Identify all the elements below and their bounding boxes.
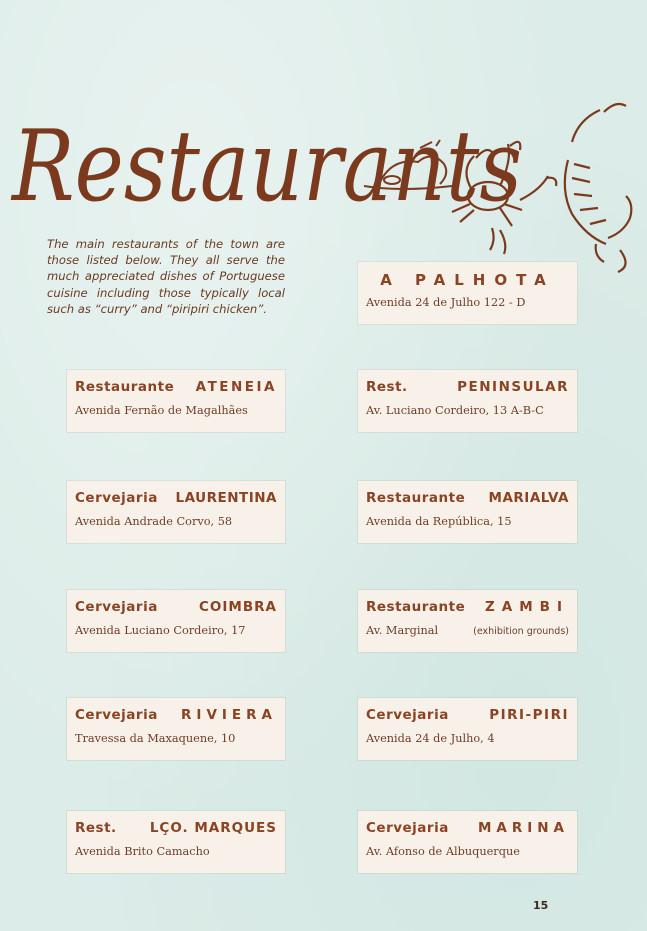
- restaurant-address: Avenida 24 de Julho, 4: [366, 732, 495, 745]
- restaurant-type: Cervejaria: [75, 599, 158, 615]
- restaurant-address: Avenida Andrade Corvo, 58: [75, 515, 233, 528]
- restaurant-type: Rest.: [366, 379, 408, 395]
- restaurant-card: [67, 811, 285, 873]
- restaurant-card: [67, 370, 285, 432]
- intro-line: such as “curry” and “piripiri chicken”.: [47, 301, 267, 316]
- restaurant-address: Av. Marginal: [366, 624, 439, 637]
- restaurant-card: [358, 481, 577, 543]
- restaurant-address: Avenida 24 de Julho 122 - D: [366, 296, 526, 309]
- restaurant-address: Avenida Fernão de Magalhães: [75, 404, 248, 417]
- restaurant-type: Restaurante: [75, 379, 175, 395]
- restaurant-name: PIRI-PIRI: [489, 707, 569, 723]
- restaurant-type: Restaurante: [366, 599, 466, 615]
- restaurant-name: MARIALVA: [488, 490, 569, 506]
- restaurant-name: LÇO. MARQUES: [149, 820, 277, 836]
- restaurant-type: Cervejaria: [75, 490, 158, 506]
- restaurant-address: Travessa da Maxaquene, 10: [75, 732, 236, 745]
- restaurant-card: [358, 698, 577, 760]
- restaurant-card-featured: [358, 262, 577, 324]
- intro-line: The main restaurants of the town are: [47, 237, 285, 251]
- restaurant-type: Cervejaria: [75, 707, 158, 723]
- shrimp-illustration: [565, 104, 632, 272]
- restaurant-address: Av. Afonso de Albuquerque: [366, 845, 520, 858]
- restaurant-card: [358, 811, 577, 873]
- restaurant-type: Cervejaria: [366, 707, 449, 723]
- restaurant-name: ZAMBI: [485, 599, 569, 615]
- intro-line: those listed below. They all serve the: [47, 253, 285, 268]
- restaurant-type: Rest.: [75, 820, 117, 836]
- restaurant-address: Avenida Brito Camacho: [75, 845, 210, 858]
- restaurant-name: MARINA: [477, 820, 569, 836]
- restaurant-type: Restaurante: [366, 490, 466, 506]
- restaurant-name: RIVIERA: [181, 707, 277, 723]
- restaurant-name: ATENEIA: [195, 379, 277, 395]
- restaurant-card: [67, 698, 285, 760]
- restaurant-name: COIMBRA: [199, 599, 277, 615]
- restaurant-name: A PALHOTA: [380, 271, 555, 289]
- page-title: Restaurants: [10, 110, 523, 224]
- restaurant-name: PENINSULAR: [457, 379, 569, 395]
- restaurant-name: LAURENTINA: [175, 490, 277, 506]
- restaurant-address-note: (exhibition grounds): [473, 626, 569, 637]
- restaurant-card: [358, 590, 577, 652]
- intro-line: cuisine including those typically local: [47, 285, 285, 300]
- intro-line: much appreciated dishes of Portuguese: [47, 269, 285, 284]
- restaurant-card: [67, 590, 285, 652]
- restaurant-card: [67, 481, 285, 543]
- restaurant-address: Av. Luciano Cordeiro, 13 A-B-C: [366, 404, 544, 417]
- restaurant-type: Cervejaria: [366, 820, 449, 836]
- intro-paragraph: [47, 236, 285, 317]
- page-number: 15: [533, 899, 549, 912]
- restaurant-card: [358, 370, 577, 432]
- restaurant-address: Avenida Luciano Cordeiro, 17: [75, 624, 246, 637]
- restaurant-address: Avenida da República, 15: [366, 515, 512, 528]
